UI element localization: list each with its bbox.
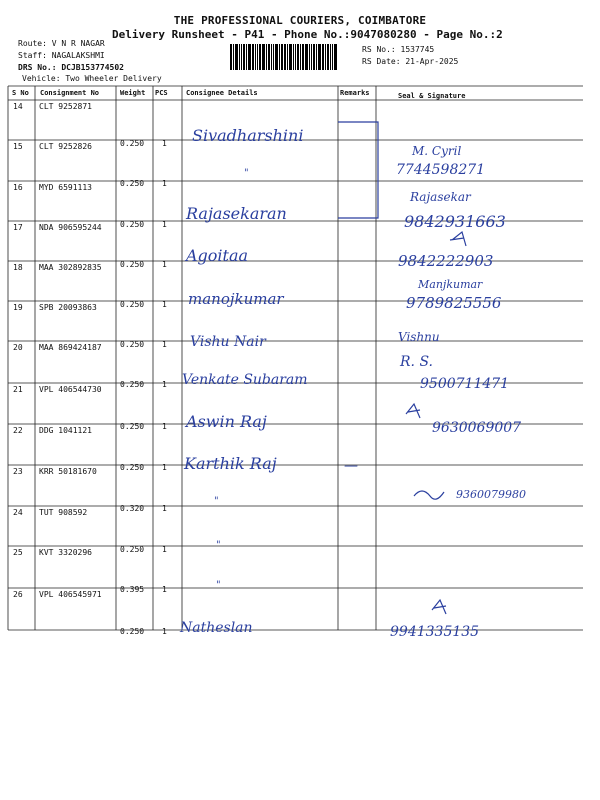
signature-1: M. Cyril (412, 144, 462, 158)
dash-mark: — (344, 458, 358, 474)
row-pcs: 1 (162, 300, 167, 309)
ditto-mark-3: " (216, 540, 221, 551)
signature-phone-4: 9789825556 (406, 294, 502, 312)
signature-phone-3: 9842222903 (398, 252, 494, 270)
signature-phone-8: 9941335135 (390, 624, 480, 640)
ditto-mark-2: " (214, 496, 219, 507)
handwritten-name-4: manojkumar (188, 290, 284, 308)
row-consignment: VPL 406545971 (39, 590, 102, 599)
row-consignment: DDG 1041121 (39, 426, 92, 435)
row-sno: 21 (13, 385, 23, 394)
row-pcs: 1 (162, 380, 167, 389)
row-consignment: CLT 9252826 (39, 142, 92, 151)
col-header-consignee: Consignee Details (186, 89, 258, 97)
row-sno: 22 (13, 426, 23, 435)
col-header-pcs: PCS (155, 89, 168, 97)
signature-phone-2: 9842931663 (404, 212, 506, 231)
row-consignment: VPL 406544730 (39, 385, 102, 394)
row-weight: 0.250 (120, 340, 145, 349)
col-header-seal: Seal & Signature (398, 92, 466, 100)
signature-phone-1: 7744598271 (396, 162, 486, 178)
row-sno: 16 (13, 183, 23, 192)
row-consignment: MAA 302892835 (39, 263, 102, 272)
row-consignment: SPB 20093863 (39, 303, 97, 312)
row-sno: 17 (13, 223, 23, 232)
row-weight: 0.250 (120, 220, 145, 229)
row-pcs: 1 (162, 220, 167, 229)
col-header-consignment: Consignment No (40, 89, 100, 97)
row-weight: 0.250 (120, 260, 145, 269)
row-pcs: 1 (162, 463, 167, 472)
row-pcs: 1 (162, 179, 167, 188)
ditto-mark-4: " (216, 580, 221, 591)
row-pcs: 1 (162, 627, 167, 636)
row-sno: 18 (13, 263, 23, 272)
handwritten-name-2: Rajasekaran (186, 204, 287, 223)
row-pcs: 1 (162, 504, 167, 513)
signature-4: Vishnu (398, 330, 440, 344)
row-weight: 0.395 (120, 585, 145, 594)
row-sno: 24 (13, 508, 23, 517)
handwritten-name-8: Karthik Raj (184, 454, 277, 473)
row-pcs: 1 (162, 545, 167, 554)
row-pcs: 1 (162, 422, 167, 431)
handwritten-name-1: Sivadharshini (192, 126, 304, 145)
handwritten-name-7: Aswin Raj (186, 412, 267, 431)
row-weight: 0.250 (120, 300, 145, 309)
row-weight: 0.250 (120, 545, 145, 554)
signature-phone-5: 9500711471 (420, 376, 510, 392)
row-sno: 20 (13, 343, 23, 352)
row-pcs: 1 (162, 260, 167, 269)
handwritten-name-5: Vishu Nair (190, 334, 266, 350)
row-sno: 15 (13, 142, 23, 151)
row-pcs: 1 (162, 585, 167, 594)
col-header-weight: Weight (120, 89, 146, 97)
signature-5: R. S. (400, 354, 433, 370)
handwritten-name-3: Agoitaa (186, 246, 249, 265)
signature-2: Rajasekar (410, 190, 471, 204)
row-weight: 0.250 (120, 422, 145, 431)
row-consignment: MAA 869424187 (39, 343, 102, 352)
handwritten-name-9: Natheslan (180, 620, 253, 636)
row-consignment: CLT 9252871 (39, 102, 92, 111)
row-sno: 14 (13, 102, 23, 111)
row-consignment: TUT 908592 (39, 508, 88, 517)
signature-phone-6: 9630069007 (432, 420, 522, 436)
row-consignment: NDA 906595244 (39, 223, 102, 232)
rs-number: RS No.: 1537745 (362, 45, 435, 54)
col-header-remarks: Remarks (340, 89, 370, 97)
row-sno: 25 (13, 548, 23, 557)
row-sno: 23 (13, 467, 23, 476)
row-pcs: 1 (162, 139, 167, 148)
row-weight: 0.250 (120, 380, 145, 389)
row-consignment: KRR 50181670 (39, 467, 97, 476)
drs-field: DRS No.: DCJB153774502 (18, 63, 124, 72)
document-subtitle: Delivery Runsheet - P41 - Phone No.:9047080280 - Page No.:2 (112, 28, 503, 41)
row-weight: 0.250 (120, 139, 145, 148)
rs-date: RS Date: 21-Apr-2025 (362, 57, 459, 66)
row-weight: 0.320 (120, 504, 145, 513)
row-consignment: MYD 6591113 (39, 183, 92, 192)
row-weight: 0.250 (120, 179, 145, 188)
handwritten-name-6: Venkate Subaram (182, 372, 308, 388)
row-weight: 0.250 (120, 463, 145, 472)
signature-3: Manjkumar (418, 278, 483, 291)
document-title: THE PROFESSIONAL COURIERS, COIMBATORE (173, 14, 427, 27)
vehicle-field: Vehicle: Two Wheeler Delivery (22, 74, 162, 83)
row-consignment: KVT 3320296 (39, 548, 92, 557)
row-weight: 0.250 (120, 627, 145, 636)
row-sno: 26 (13, 590, 23, 599)
col-header-sno: S No (12, 89, 29, 97)
route-field: Route: V N R NAGAR (18, 39, 105, 48)
remarks-bracket (330, 118, 390, 228)
row-pcs: 1 (162, 340, 167, 349)
staff-field: Staff: NAGALAKSHMI (18, 51, 105, 60)
row-sno: 19 (13, 303, 23, 312)
signature-phone-7: 9360079980 (456, 488, 526, 501)
ditto-mark-1: " (244, 168, 249, 179)
